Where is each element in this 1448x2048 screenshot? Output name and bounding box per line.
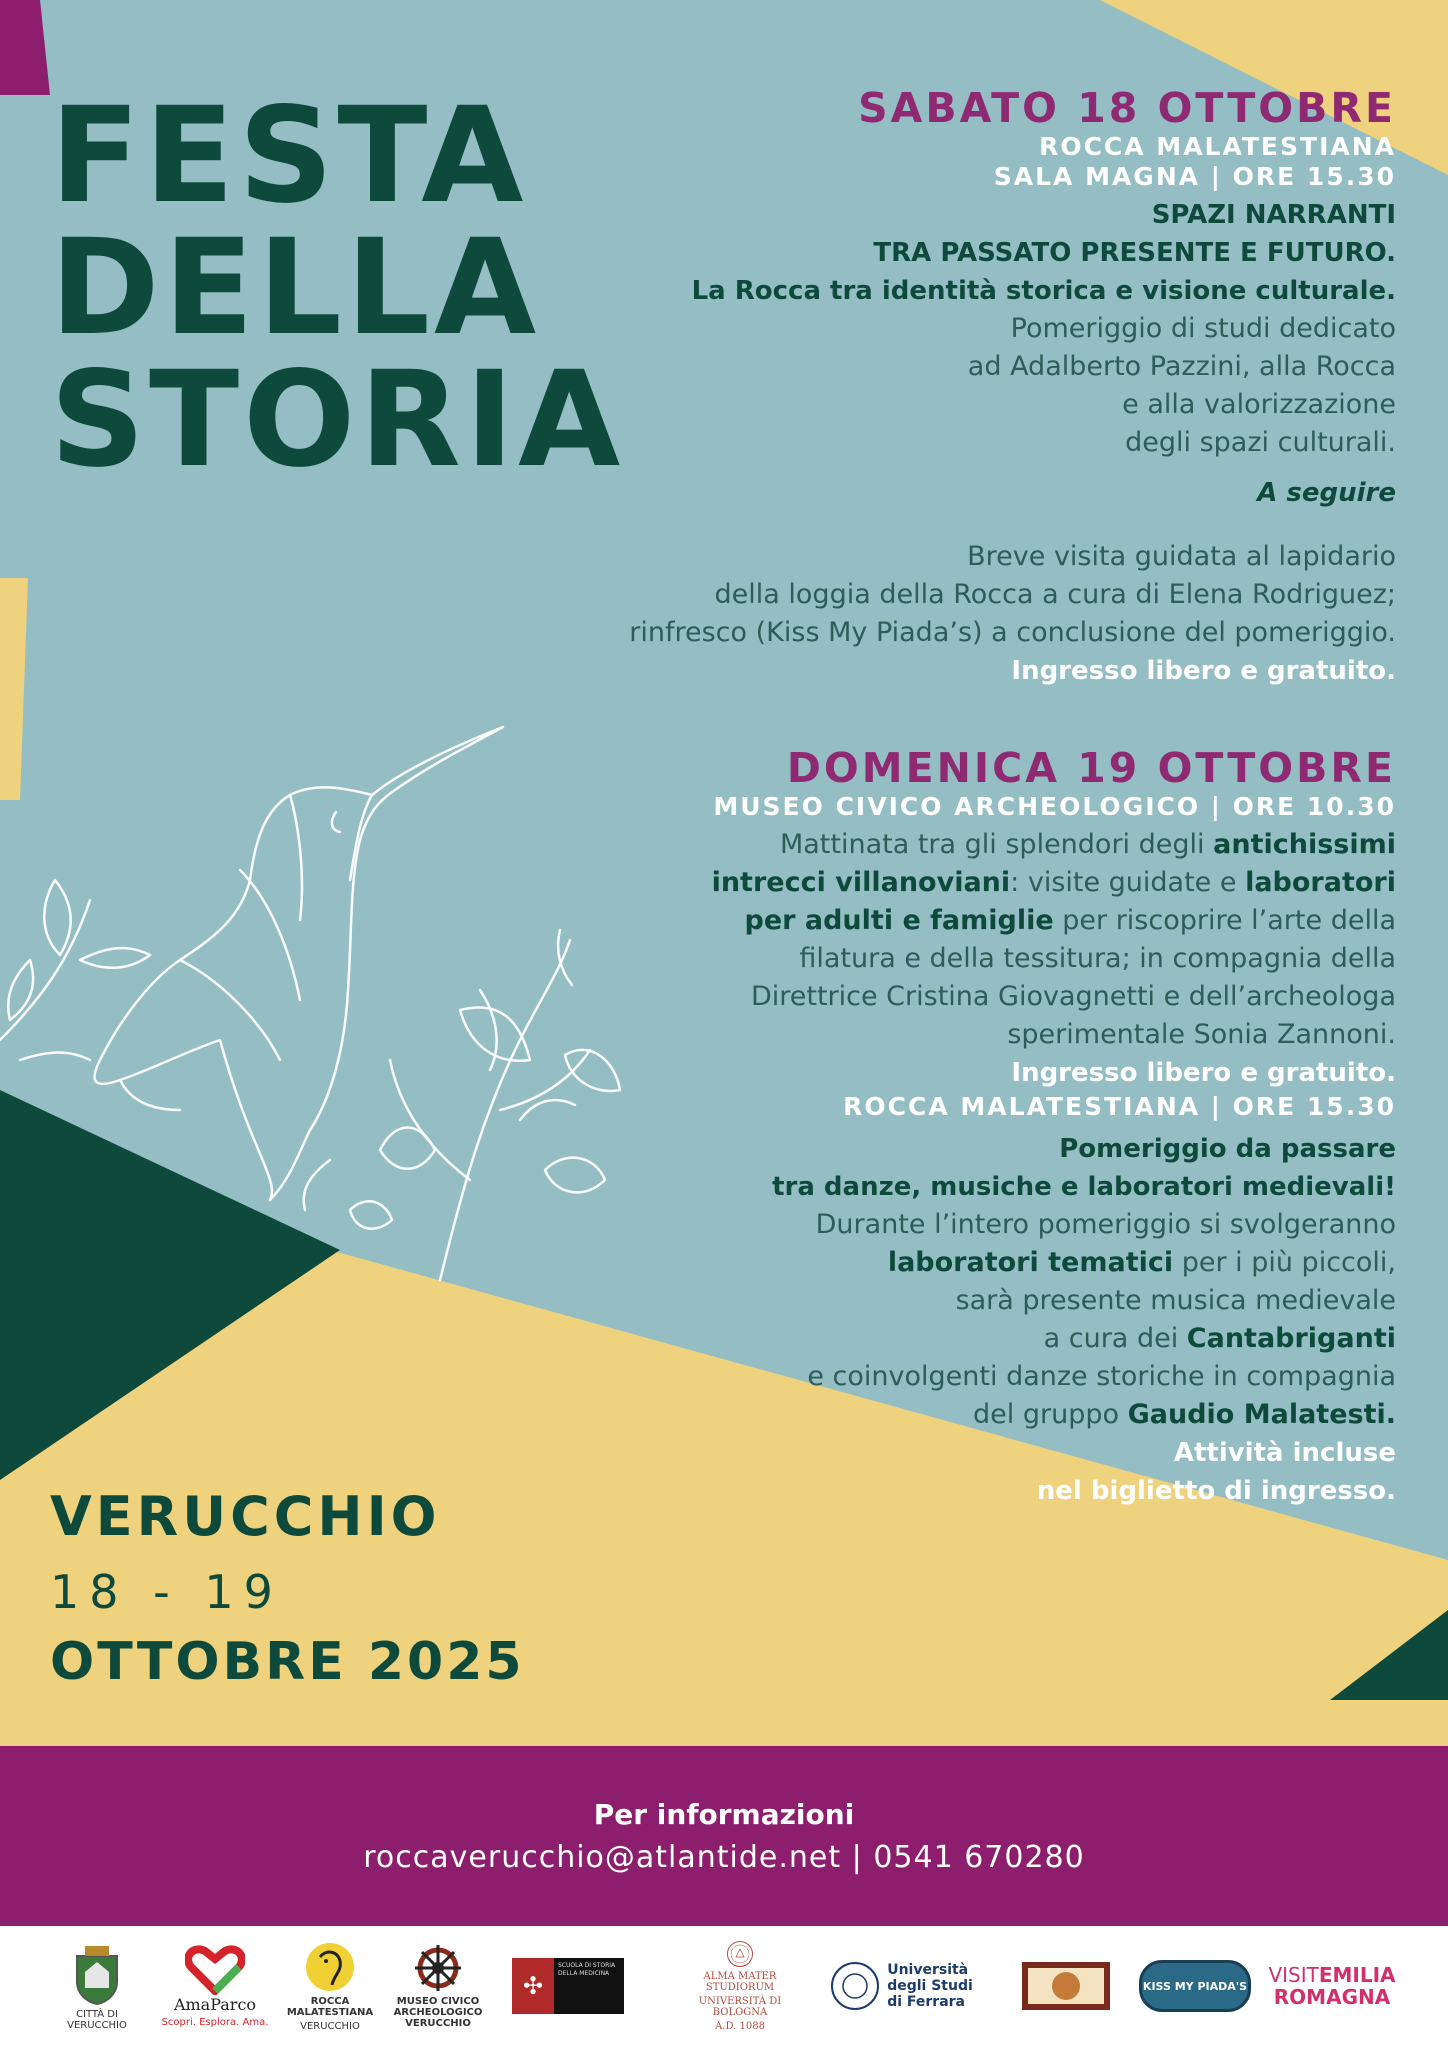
saturday-follow: A seguire (1257, 478, 1396, 508)
seal-icon (712, 1940, 768, 1968)
sunday-afternoon-line-1: Pomeriggio da passare (1059, 1134, 1396, 1164)
logo-unibo[interactable] (680, 1940, 800, 2032)
logo-visit-text (1268, 1964, 1395, 2008)
crest-icon (71, 1942, 123, 2006)
info-title: Per informazioni (593, 1798, 855, 1831)
info-band (0, 1746, 1448, 1926)
bold-span: Gaudio Malatesti. (1127, 1399, 1396, 1430)
logo-verucchio-text: CITTÀ DI VERUCCHIO (67, 2008, 127, 2031)
saturday-section (516, 84, 1396, 690)
logo-event-badge[interactable] (1018, 1940, 1114, 2032)
sunday-afternoon-line-2: tra danze, musiche e laboratori medievali! (772, 1172, 1396, 1202)
logo-rocca[interactable] (282, 1940, 378, 2032)
logo-museo-name: MUSEO CIVICO ARCHEOLOGICO VERUCCHIO (393, 1996, 483, 2029)
title-line-1: FESTA (50, 79, 528, 233)
sunday-afternoon-line-6 (516, 1320, 1396, 1358)
bold-span: Cantabriganti (1186, 1323, 1396, 1354)
bold-span: intrecci villanoviani (711, 867, 1011, 898)
text-span: del gruppo (973, 1399, 1128, 1430)
sunday-afternoon-line-10: nel biglietto di ingresso. (1036, 1476, 1396, 1506)
sunday-afternoon-line-4 (516, 1244, 1396, 1282)
saturday-visit-3: rinfresco (Kiss My Piada’s) a conclusione del pomeriggio. (629, 617, 1396, 648)
title-line-2: DELLA (50, 211, 541, 365)
bold-span: laboratori (1245, 867, 1396, 898)
sunday-venue-1: MUSEO CIVICO ARCHEOLOGICO | ORE 10.30 (713, 792, 1396, 821)
logo-unife-line: degli Studi (887, 1978, 973, 1994)
logo-museo[interactable] (388, 1940, 488, 2032)
saturday-visit-2: della loggia della Rocca a cura di Elena Rodriguez; (714, 579, 1396, 610)
saturday-day: SABATO 18 OTTOBRE (858, 84, 1396, 132)
city-name: VERUCCHIO (50, 1485, 441, 1548)
sunday-venue-2: ROCCA MALATESTIANA | ORE 15.30 (843, 1092, 1396, 1121)
logo-emilia-word: EMILIA (1318, 1963, 1396, 1987)
logo-unibo-sub: UNIVERSITÀ DI BOLOGNA (698, 1996, 782, 2018)
bold-span: antichissimi (1213, 829, 1396, 860)
logo-unibo-name: ALMA MATER STUDIORUM (703, 1971, 777, 1993)
text-span: Mattinata tra gli splendori degli (779, 829, 1214, 860)
saturday-desc-1: Pomeriggio di studi dedicato (1010, 313, 1396, 344)
logo-visit-emilia-romagna[interactable] (1262, 1940, 1402, 2032)
sunday-afternoon-line-3: Durante l’intero pomeriggio si svolgeranno (815, 1209, 1396, 1240)
saturday-entry: Ingresso libero e gratuito. (1011, 656, 1396, 686)
saturday-desc-3: e alla valorizzazione (1122, 389, 1396, 420)
logo-rocca-sub: VERUCCHIO (300, 2020, 360, 2032)
bold-span: laboratori tematici (887, 1247, 1174, 1278)
sunday-day: DOMENICA 19 OTTOBRE (786, 744, 1396, 792)
logo-kiss-my-piada[interactable] (1140, 1940, 1250, 2032)
bold-span: per adulti e famiglie (744, 905, 1054, 936)
sunday-entry: Ingresso libero e gratuito. (1011, 1058, 1396, 1088)
sunday-morning-line-5: Direttrice Cristina Giovagnetti e dell’archeologa (750, 981, 1396, 1012)
sunday-morning-line-3 (516, 902, 1396, 940)
saturday-heading-3: La Rocca tra identità storica e visione culturale. (691, 276, 1396, 306)
logo-romagna-word: ROMAGNA (1273, 1985, 1391, 2009)
saturday-desc-2: ad Adalberto Pazzini, alla Rocca (967, 351, 1396, 382)
logo-unife-line: Università (887, 1962, 969, 1978)
logo-amaparco-name: AmaParco (173, 1994, 257, 2014)
elephant-icon (304, 1941, 356, 1993)
logo-amaparco[interactable] (160, 1940, 270, 2032)
text-span: a cura dei (1043, 1323, 1187, 1354)
logo-scuola-text: SCUOLA DI STORIA DELLA MEDICINA (554, 1958, 624, 2014)
unife-seal-icon (829, 1960, 881, 2012)
magenta-corner-triangle (0, 0, 50, 95)
title-line-3: STORIA (50, 343, 625, 497)
saturday-visit-1: Breve visita guidata al lapidario (967, 541, 1396, 572)
logo-unibo-year: A.D. 1088 (715, 2021, 765, 2032)
saturday-venue-2: SALA MAGNA | ORE 15.30 (993, 162, 1396, 191)
sunday-morning-line-6: sperimentale Sonia Zannoni. (1007, 1019, 1396, 1050)
logo-unife-text (887, 1962, 973, 2010)
sunday-afternoon-line-5: sarà presente musica medievale (955, 1285, 1396, 1316)
saturday-desc-4: degli spazi culturali. (1125, 427, 1396, 458)
logo-unife-line: di Ferrara (887, 1994, 965, 2010)
event-month-year: OTTOBRE 2025 (50, 1632, 525, 1692)
sunday-morning-line-1 (516, 826, 1396, 864)
sunday-afternoon-line-8 (516, 1396, 1396, 1434)
sunday-section (516, 744, 1396, 1510)
text-span: per riscoprire l’arte della (1053, 905, 1396, 936)
text-span: : visite guidate e (1010, 867, 1246, 898)
logo-verucchio[interactable] (52, 1940, 142, 2032)
heart-icon (185, 1945, 245, 1995)
saturday-heading-2: TRA PASSATO PRESENTE E FUTURO. (873, 238, 1396, 268)
partner-logos (0, 1926, 1448, 2048)
sunday-morning-line-2 (516, 864, 1396, 902)
event-dates: 18 - 19 (50, 1565, 283, 1619)
saturday-heading-1: SPAZI NARRANTI (1151, 200, 1396, 230)
logo-unife[interactable] (826, 1940, 976, 2032)
badge-icon (1020, 1958, 1112, 2014)
logo-scuola-medicina[interactable] (510, 1940, 626, 2032)
logo-amaparco-sub: Scopri. Esplora. Ama. (161, 2016, 269, 2028)
logo-kiss-text: KISS MY PIADA'S (1139, 1960, 1251, 2012)
sunday-morning-line-4: filatura e della tessitura; in compagnia della (799, 943, 1396, 974)
medicine-icon: ✣ (512, 1958, 554, 2014)
saturday-venue-1: ROCCA MALATESTIANA (1039, 132, 1396, 161)
yellow-left-sliver (0, 578, 28, 800)
sunday-afternoon-line-7: e coinvolgenti danze storiche in compagnia (807, 1361, 1396, 1392)
text-span: per i più piccoli, (1173, 1247, 1396, 1278)
wheel-icon (413, 1943, 463, 1993)
logo-visit-word: VISIT (1268, 1963, 1319, 1987)
sunday-afternoon-line-9: Attività incluse (1173, 1438, 1396, 1468)
logo-rocca-name: ROCCA MALATESTIANA (286, 1995, 374, 2018)
info-contact[interactable]: roccaverucchio@atlantide.net | 0541 670280 (363, 1840, 1085, 1875)
